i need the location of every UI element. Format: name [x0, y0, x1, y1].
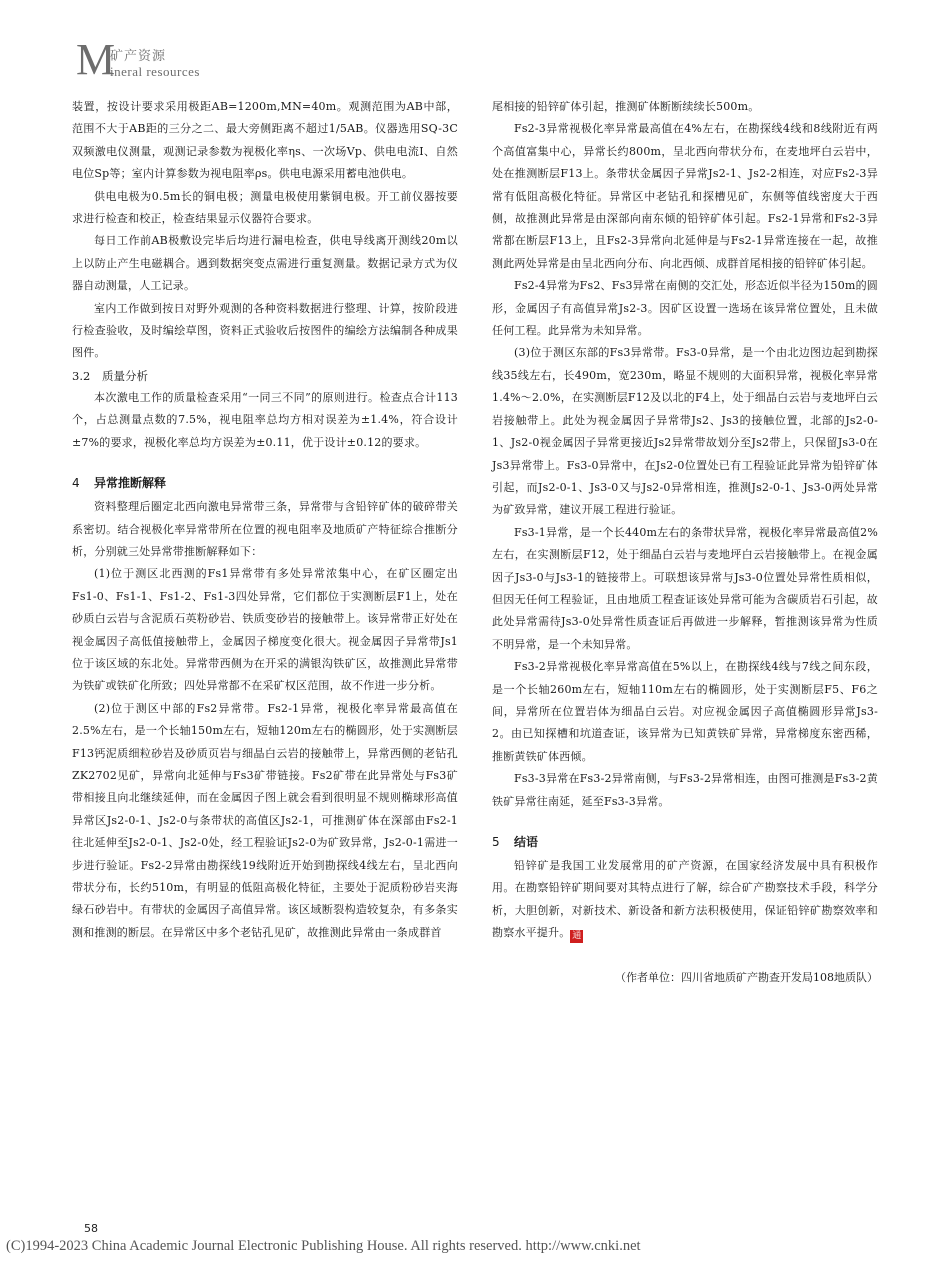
section-number: 5: [492, 835, 500, 849]
paragraph: (2)位于测区中部的Fs2异常带。Fs2-1异常，视极化率异常最高值在2.5%左右，是一个长轴150m左右，短轴120m左右的椭圆形，处于实测断层F13钙泥质细粒砂岩及砂质页岩与细晶白云岩的接触带上，异常西侧的老钻孔ZK2702见矿，异常向北延伸与Fs3矿带链接。Fs2矿带在此异常处与Fs3矿带相接且向北继续延伸，而在金属因子图上就会看到很明显不规则椭球形高值异常区Js2-0-1、Js2-0与条带状的高值区Js2-1，可推测矿体在深部由Fs2-1往北延伸至Js2-0-1、Js2-0处，经工程验证Js2-0为矿致异常，Js2-0-1需进一步进行验证。Fs2-2异常由勘探线19线附近开始到勘探线4线左右，呈北西向带状分布，长约510m，有明显的低阻高极化特征，主要处于泥质粉砂岩夹海绿石砂岩中。有带状的金属因子高值异常。该区域断裂构造较复杂，有多条实测和推测的断层。在异常区中多个老钻孔见矿，故推测此异常由一条成群首: [72, 701, 458, 939]
right-column: [492, 96, 878, 989]
section-heading: [492, 831, 878, 853]
end-mark-icon: 通: [572, 931, 582, 942]
subsection-heading: [72, 365, 458, 387]
journal-header: [76, 35, 396, 84]
left-column: [72, 96, 458, 944]
paragraph: 尾相接的铅锌矿体引起，推测矿体断断续续长500m。: [492, 100, 760, 113]
paragraph: 室内工作做到按日对野外观测的各种资料数据进行整理、计算，按阶段进行检查验收，及时编绘草图，资料正式验收后按图件的编绘方法编制各种成果图件。: [72, 301, 458, 360]
journal-logo-letter: M: [76, 35, 116, 84]
journal-title-en: ineral resources: [110, 64, 200, 79]
copyright-notice: (C)1994-2023 China Academic Journal Electronic Publishing House. All rights reserved. http://www.cnki.net: [6, 1238, 641, 1254]
paragraph: Fs2-3异常视极化率异常最高值在4%左右，在勘探线4线和8线附近有两个高值富集中心，异常长约800m，呈北西向带状分布，在麦地坪白云岩中，处在推测断层F13上。条带状金属因子异常Js2-1、Js2-2相连，对应Fs2-3异常有低阻高极化特征。异常区中老钻孔和探槽见矿，东侧等值线密度大于西侧，故推测此异常是由深部向南东倾的铅锌矿体引起。Fs2-1异常和Fs2-3异常都在断层F13上，且Fs2-3异常向北延伸是与Fs2-1异常连接在一起，故推测此两处异常是由呈北西向分布、向北西倾、成群首尾相接的铅锌矿体引起。: [492, 122, 878, 270]
paragraph: 装置，按设计要求采用极距AB=1200m,MN=40m。观测范围为AB中部，范围不大于AB距的三分之二、最大旁侧距离不超过1/5AB。仪器选用SQ-3C双频激电仪测量，观测记录参数为视极化率ηs、一次场Vp、供电电流I、自然电位Sp等；室内计算参数为视电阻率ρs。供电电源采用蓄电池供电。: [72, 100, 458, 181]
page-number: 58: [84, 1222, 98, 1235]
paragraph: Fs3-2异常视极化率异常高值在5%以上，在勘探线4线与7线之间东段，是一个长轴260m左右，短轴110m左右的椭圆形，处于实测断层F5、F6之间，异常所在位置岩体为细晶白云岩。对应视金属因子高值椭圆形异常Js3-2。由已知探槽和坑道查证，该异常为已知黄铁矿异常，异常梯度东密西稀，推断黄铁矿体西倾。: [492, 660, 878, 763]
section-number: 4: [72, 476, 80, 491]
paragraph: Fs2-4异常为Fs2、Fs3异常在南侧的交汇处，形态近似半径为150m的圆形，金属因子有高值异常Js2-3。因矿区设置一选场在该异常位置处，且未做任何工程。此异常为未知异常。: [492, 279, 878, 338]
paragraph: 每日工作前AB极敷设完毕后均进行漏电检查，供电导线离开测线20m以上以防止产生电磁耦合。遇到数据突变点需进行重复测量。数据记录方式为仪器自动测量，人工记录。: [72, 234, 458, 293]
paragraph: 供电电极为0.5m长的铜电极；测量电极使用紫铜电极。开工前仪器按要求进行检查和校正，检查结果显示仪器符合要求。: [72, 189, 458, 226]
paragraph: Fs3-1异常，是一个长440m左右的条带状异常，视极化率异常最高值2%左右，在实测断层F12，处于细晶白云岩与麦地坪白云岩接触带上。在视金属因子Js3-0与Js3-1的链接带上。可联想该异常与Js3-0位置处异常性质相似，但因无任何工程验证，且由地质工程查证该处异常可能为含碳质岩石引起，故此处异常需待Js3-0处异常性质查证后再做进一步解释，暂推测该异常为性质不明异常，是一个未知异常。: [492, 525, 878, 651]
section-heading: [72, 472, 458, 494]
conclusion-text: 铅锌矿是我国工业发展常用的矿产资源，在国家经济发展中具有积极作用。在勘察铅锌矿期间要对其特点进行了解，综合矿产勘察技术手段，科学分析，大胆创新，对新技术、新设备和新方法积极使用，保证铅锌矿勘察效率和勘察水平提升。: [492, 859, 878, 940]
subsection-number: 3.2: [72, 368, 91, 383]
author-affiliation: （作者单位：四川省地质矿产勘查开发局108地质队）: [615, 970, 878, 984]
paragraph: Fs3-3异常在Fs3-2异常南侧，与Fs3-2异常相连，由图可推测是Fs3-2黄铁矿异常往南延，延至Fs3-3异常。: [492, 772, 878, 808]
section-title: 结语: [514, 835, 539, 849]
subsection-title: 质量分析: [102, 368, 148, 383]
paragraph: [492, 855, 878, 945]
paragraph: 本次激电工作的质量检查采用“一同三不同”的原则进行。检查点合计113个，占总测量点数的7.5%，视电阻率总均方相对误差为±1.4%，符合设计±7%的要求，视极化率总均方误差为±0.11，优于设计±0.12的要求。: [72, 390, 458, 449]
journal-title-cn: 矿产资源: [110, 49, 167, 64]
paragraph: (1)位于测区北西测的Fs1异常带有多处异常浓集中心，在矿区圈定出Fs1-0、Fs1-1、Fs1-2、Fs1-3四处异常，它们都位于实测断层F1上，处在砂质白云岩与含泥质石英粉砂岩、铁质变砂岩的接触带上。该异常带正好处在视金属因子高低值接触带上，金属因子梯度变化很大。视金属因子异常带Js1位于该区域的东北处。异常带西侧为在开采的满银沟铁矿区，故推测此异常带为铁矿或铁矿化所致；四处异常都不在采矿权区范围，故不作进一步分析。: [72, 567, 458, 693]
paragraph: 资料整理后圈定北西向激电异常带三条，异常带与含铅锌矿体的破碎带关系密切。结合视极化率异常带所在位置的视电阻率及地质矿产特征综合推断分析，分别就三处异常带推断解释如下：: [72, 500, 458, 558]
section-title: 异常推断解释: [94, 476, 167, 491]
paragraph: (3)位于测区东部的Fs3异常带。Fs3-0异常，是一个由北边图边起到勘探线35线左右，长490m，宽230m，略显不规则的大面积异常，视极化率异常1.4%～2.0%，在实测断层F12及以北的F4上，处于细晶白云岩与麦地坪白云岩接触带上。此处为视金属因子异常带Js2、Js3的接触位置，北部的Js2-0-1、Js2-0视金属因子异常更接近Js2异常带故划分至Js2带上，只保留Js3-0在Js3异常带上。Fs3-0异常中，在Js2-0位置处已有工程验证此异常为铅锌矿体引起，而Js2-0-1、Js3-0又与Js2-0异常相连，推测Js2-0-1、Js3-0两处异常为矿致异常，建议开展工程进行验证。: [492, 346, 878, 517]
